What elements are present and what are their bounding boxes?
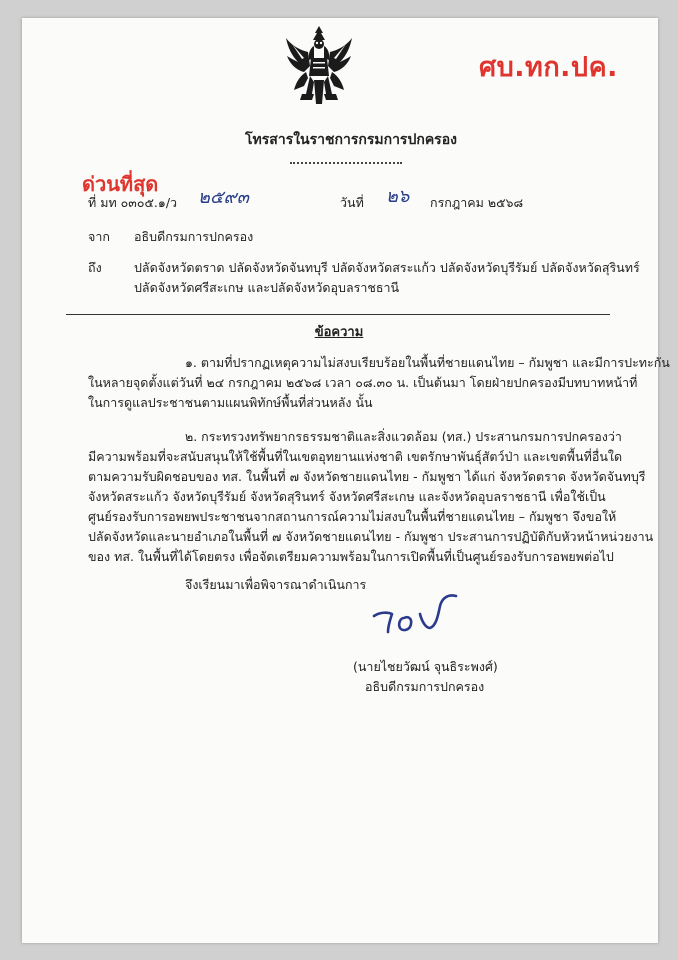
office-stamp: ศบ.ทก.ปค. <box>479 52 618 83</box>
handwritten-signature <box>370 590 470 638</box>
date-label: วันที่ <box>340 195 364 210</box>
paragraph-line: ในการดูแลประชาชนตามแผนพิทักษ์พื้นที่ส่วนหลัง นั้น <box>88 395 373 410</box>
signer-title: อธิบดีกรมการปกครอง <box>365 679 485 694</box>
paragraph-line: ของ ทส. ในพื้นที่ได้โดยตรง เพื่อจัดเตรียมความพร้อมในการเปิดพื้นที่เป็นศูนย์รองรับการอพยพต่อไป <box>88 549 614 564</box>
paragraph-line: ๒. กระทรวงทรัพยากรธรรมชาติและสิ่งแวดล้อม (ทส.) ประสานกรมการปกครองว่า <box>185 429 622 444</box>
dotted-divider <box>290 162 402 164</box>
paragraph-line: ศูนย์รองรับการอพยพประชาชนจากสถานการณ์ความไม่สงบในพื้นที่ชายแดนไทย – กัมพูชา จึงขอให้ <box>88 509 617 524</box>
date-month-year: กรกฎาคม ๒๕๖๘ <box>430 195 524 210</box>
paragraph-line: จังหวัดสระแก้ว จังหวัดบุรีรัมย์ จังหวัดสุรินทร์ จังหวัดศรีสะเกษ และจังหวัดอุบลราชธานี เพื่อใช้เป็น <box>88 489 606 504</box>
garuda-emblem <box>284 24 354 108</box>
paragraph-line: ๑. ตามที่ปรากฏเหตุความไม่สงบเรียบร้อยในพื้นที่ชายแดนไทย – กัมพูชา และมีการปะทะกัน <box>185 355 670 370</box>
urgency-label: ด่วนที่สุด <box>82 172 159 196</box>
to-line: ปลัดจังหวัดศรีสะเกษ และปลัดจังหวัดอุบลราชธานี <box>134 280 400 295</box>
paragraph-line: ตามความรับผิดชอบของ ทส. ในพื้นที่ ๗ จังหวัดชายแดนไทย - กัมพูชา ได้แก่ จังหวัดตราด จังหวัดจันทบุรี <box>88 469 646 484</box>
closing-text: จึงเรียนมาเพื่อพิจารณาดำเนินการ <box>185 577 367 592</box>
to-line: ปลัดจังหวัดตราด ปลัดจังหวัดจันทบุรี ปลัดจังหวัดสระแก้ว ปลัดจังหวัดบุรีรัมย์ ปลัดจังหวัดสุรินทร์ <box>134 260 640 275</box>
reference-number: ๒๕๙๓ <box>198 187 249 208</box>
to-label: ถึง <box>88 260 102 275</box>
from-label: จาก <box>88 229 110 244</box>
paragraph-line: ปลัดจังหวัดและนายอำเภอในพื้นที่ ๗ จังหวัดชายแดนไทย - กัมพูชา ประสานการปฏิบัติกับหัวหน้าหน่วยงาน <box>88 529 654 544</box>
paragraph-line: ในหลายจุดตั้งแต่วันที่ ๒๔ กรกฎาคม ๒๕๖๘ เวลา ๐๘.๓๐ น. เป็นต้นมา โดยฝ่ายปกครองมีบทบาทหน้าที่ <box>88 375 638 390</box>
reference-label: ที่ มท ๐๓๐๕.๑/ว <box>88 195 178 210</box>
paragraph-line: มีความพร้อมที่จะสนับสนุนให้ใช้พื้นที่ในเขตอุทยานแห่งชาติ เขตรักษาพันธุ์สัตว์ป่า และเขตพื้นที่อื่นใด <box>88 449 623 464</box>
document-title: โทรสารในราชการกรมการปกครอง <box>245 132 457 148</box>
signer-name: (นายไชยวัฒน์ จุนธิระพงศ์) <box>353 659 498 674</box>
header-rule <box>66 314 610 315</box>
section-title: ข้อความ <box>314 325 364 340</box>
date-day: ๒๖ <box>386 186 410 207</box>
from-value: อธิบดีกรมการปกครอง <box>134 229 254 244</box>
